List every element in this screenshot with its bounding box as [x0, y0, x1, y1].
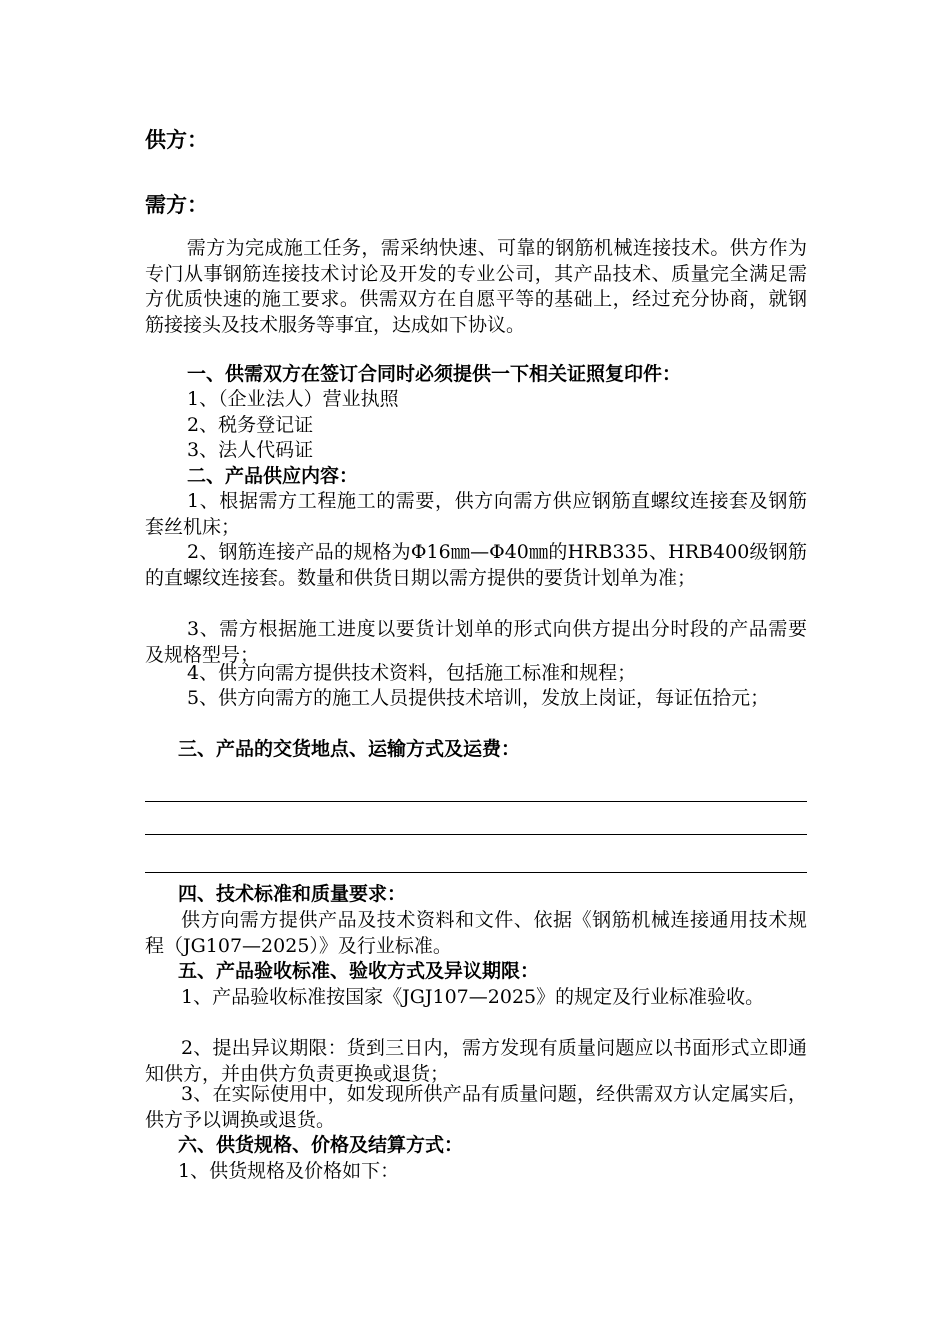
section6-title: 六、供货规格、价格及结算方式：: [178, 1134, 464, 1156]
section2-item: 3、需方根据施工进度以要货计划单的形式向供方提出分时段的产品需要及规格型号；: [145, 618, 807, 666]
section5-item: 2、提出异议期限：货到三日内，需方发现有质量问题应以书面形式立即通知供方，并由供方负责更换或退货；: [145, 1037, 807, 1085]
section4-title: 四、技术标准和质量要求：: [178, 883, 407, 905]
blank-fill-line: [145, 834, 807, 835]
section2-title: 二、产品供应内容：: [187, 465, 359, 487]
section5-item: 3、在实际使用中，如发现所供产品有质量问题，经供需双方认定属实后，供方予以调换或退货。: [145, 1083, 807, 1131]
section5-item: 1、产品验收标准按国家《JGJ107—2025》的规定及行业标准验收。: [181, 986, 765, 1008]
section2-item: 5、供方向需方的施工人员提供技术培训，发放上岗证，每证伍拾元；: [187, 687, 770, 709]
blank-fill-line: [145, 872, 807, 873]
section5-title: 五、产品验收标准、验收方式及异议期限：: [178, 960, 540, 982]
section4-text: 供方向需方提供产品及技术资料和文件、依据《钢筋机械连接通用技术规程（JG107—2025）》及行业标准。: [145, 909, 807, 957]
section1-item: 3、法人代码证: [187, 439, 314, 461]
section1-item: 1、（企业法人）营业执照: [187, 388, 399, 410]
section1-item: 2、税务登记证: [187, 414, 314, 436]
blank-fill-line: [145, 801, 807, 802]
intro-paragraph: 需方为完成施工任务，需采纳快速、可靠的钢筋机械连接技术。供方作为专门从事钢筋连接技术讨论及开发的专业公司，其产品技术、质量完全满足需方优质快速的施工要求。供需双方在自愿平等的基础上，经过充分协商，就钢筋接接头及技术服务等事宜，达成如下协议。: [145, 237, 807, 336]
section6-item: 1、供货规格及价格如下：: [178, 1160, 400, 1182]
section1-title: 一、供需双方在签订合同时必须提供一下相关证照复印件：: [187, 363, 682, 385]
section2-item: 4、供方向需方提供技术资料，包括施工标准和规程；: [187, 662, 637, 684]
section3-title: 三、产品的交货地点、运输方式及运费：: [178, 738, 521, 760]
buyer-label: 需方：: [145, 192, 208, 217]
supplier-label: 供方：: [145, 127, 208, 152]
section2-item: 1、根据需方工程施工的需要，供方向需方供应钢筋直螺纹连接套及钢筋套丝机床；: [145, 490, 807, 538]
section2-item: 2、钢筋连接产品的规格为Φ16㎜—Φ40㎜的HRB335、HRB400级钢筋的直螺纹连接套。数量和供货日期以需方提供的要货计划单为准；: [145, 541, 807, 589]
